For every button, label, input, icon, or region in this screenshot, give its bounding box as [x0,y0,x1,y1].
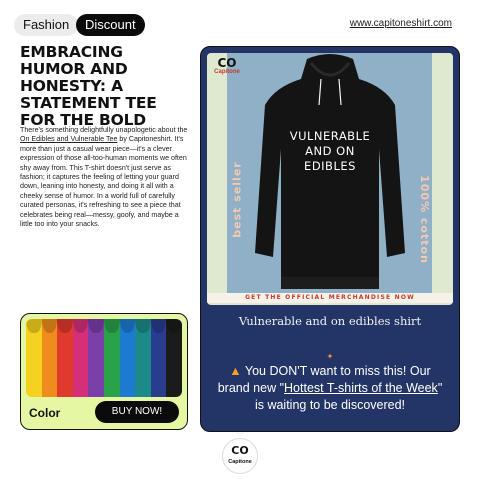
article-body [20,126,190,229]
fire-icon: ▲ [229,364,242,378]
color-swatch [88,319,104,397]
merch-banner: GET THE OFFICIAL MERCHANDISE NOW [207,293,453,303]
footer-brand-mark: CO [231,444,249,457]
color-swatch [151,319,167,397]
color-swatch [57,319,73,397]
article-headline: EMBRACING HUMOR AND HONESTY: A STATEMENT TEE FOR THE BOLD [20,43,157,129]
color-swatch [166,319,182,397]
color-label: Color [29,406,61,420]
tag-fashion[interactable]: Fashion [14,14,78,36]
shirt-caption: Vulnerable and on edibles shirt [238,314,422,328]
product-link[interactable]: On Edibles and Vulnerable Tee [20,135,118,144]
color-swatches-photo [26,319,182,397]
color-swatch [104,319,120,397]
promo-text-tail: " is waiting to be discovered! [254,381,443,412]
color-card [20,313,188,430]
color-swatch [120,319,136,397]
promo-card [200,46,460,432]
buy-now-button[interactable]: BUY NOW! [95,401,179,423]
footer-logo[interactable] [222,438,258,474]
brand-mark: CO [217,56,237,70]
hoodie-print-text: VULNERABLE AND ON EDIBLES [289,129,371,173]
hottest-tshirts-link[interactable]: Hottest T-shirts of the Week [284,381,438,395]
promo-text [215,363,445,414]
best-seller-text: best seller [230,161,244,238]
party-popper-icon: ✦ [326,352,334,361]
cotton-text: 100% cotton [418,175,432,264]
brand-badge [211,57,243,85]
article-body-intro: There's something delightfully unapologetic about the [20,126,188,134]
color-swatch [73,319,89,397]
article-body-rest: by Capitoneshirt. It's more than just a casual wear piece—it's a clever expression of those all-too-human moments we often shy away from. This T-shirt doesn't just serve as fashion; it captures the feeling of letting your guard down, leaning into honesty, and doing it all with a cheeky sense of humor. In a world full of carefully curated personas, it's refreshing to see a piece that celebrates being real—messy, goofy, and maybe a little too into your snacks. [20,135,187,229]
promo-text-lead: You DON'T want to miss this! Our brand new " [217,364,431,395]
brand-name: Capitone [214,69,240,75]
site-url-link[interactable]: www.capitoneshirt.com [349,18,452,29]
color-swatch [26,319,42,397]
product-image[interactable] [207,53,453,305]
color-swatch [42,319,58,397]
footer-brand-name: Capitone [228,459,252,465]
tag-discount[interactable]: Discount [76,14,145,36]
color-swatch [135,319,151,397]
